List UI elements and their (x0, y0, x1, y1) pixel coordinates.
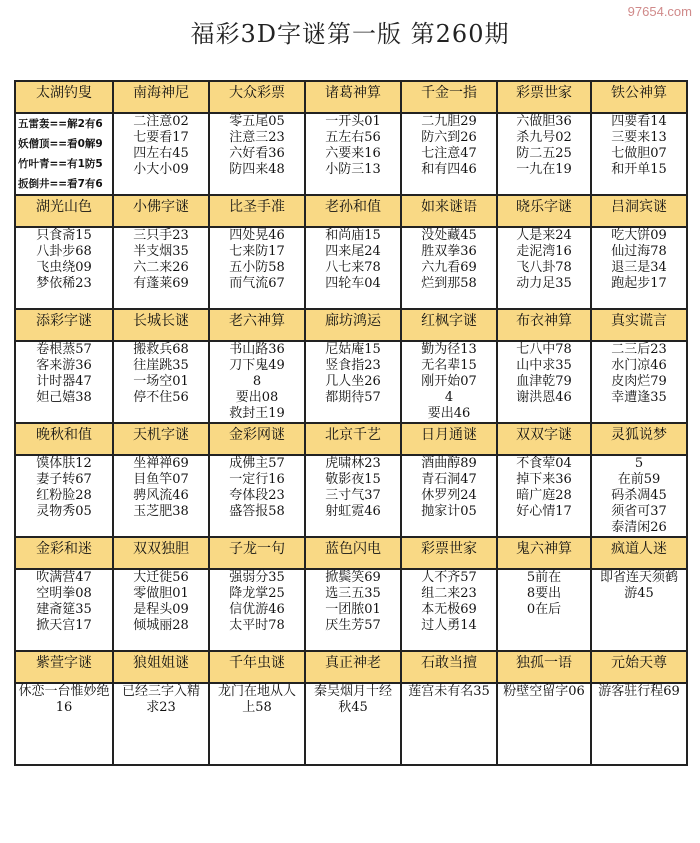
section-content (113, 455, 209, 537)
riddle-table (14, 80, 688, 766)
section-header: 彩票世家 (497, 81, 591, 113)
riddle-line: 要出46 (427, 406, 471, 421)
section-content (591, 113, 687, 195)
riddle-line: 三要来13 (611, 130, 667, 145)
riddle-line: 建斋筵35 (36, 602, 92, 617)
section-header: 千年虫谜 (209, 651, 305, 683)
section-header: 北京千艺 (305, 423, 401, 455)
riddle-line: 降龙掌25 (229, 586, 285, 601)
section-content (591, 341, 687, 423)
riddle-line: 四来尾24 (325, 244, 381, 259)
content-row (15, 455, 687, 537)
riddle-line: 已经三字入精求23 (121, 684, 200, 715)
riddle-line: 0在后 (526, 602, 562, 617)
riddle-line: 人不齐57 (421, 570, 477, 585)
riddle-line: 搬救兵68 (133, 342, 189, 357)
header-row (15, 81, 687, 113)
section-header: 狼姐姐谜 (113, 651, 209, 683)
riddle-line: 龙门在地从人上58 (217, 684, 296, 715)
riddle-line: 勤为径13 (421, 342, 477, 357)
riddle-line: 血津乾79 (516, 374, 572, 389)
section-header: 真实谎言 (591, 309, 687, 341)
section-content (305, 569, 401, 651)
section-content (401, 455, 497, 537)
section-content (591, 569, 687, 651)
riddle-line: 刚开始07 (421, 374, 477, 389)
riddle-line: 休恋一台惟妙绝16 (18, 684, 110, 715)
section-content (209, 341, 305, 423)
section-header: 双双字谜 (497, 423, 591, 455)
riddle-line: 而气流67 (229, 276, 285, 291)
riddle-line: 泰清闲26 (611, 520, 667, 535)
riddle-line: 成佛主57 (229, 456, 285, 471)
section-header: 添彩字谜 (15, 309, 113, 341)
riddle-line: 四处晃46 (229, 228, 285, 243)
riddle-line: 目鱼竿07 (133, 472, 189, 487)
riddle-line: 只食斋15 (36, 228, 92, 243)
riddle-line: 玉芝肥38 (133, 504, 189, 519)
section-header: 诸葛神算 (305, 81, 401, 113)
riddle-line: 莲宫未有名35 (408, 684, 490, 699)
section-header: 老六神算 (209, 309, 305, 341)
riddle-line: 八七来78 (325, 260, 381, 275)
riddle-line: 即省连天须鹤游45 (599, 570, 678, 601)
section-header: 晚秋和值 (15, 423, 113, 455)
riddle-line: 飞虫绕09 (36, 260, 92, 275)
section-header: 大众彩票 (209, 81, 305, 113)
riddle-line: 在前59 (617, 472, 661, 487)
riddle-line: 卷根蒸57 (36, 342, 92, 357)
riddle-line: 粉壁空留字06 (503, 684, 585, 699)
riddle-line: 计时器47 (36, 374, 92, 389)
riddle-line: 秦吴烟月十经秋45 (313, 684, 392, 715)
section-content (497, 683, 591, 765)
section-header: 廊坊鸿运 (305, 309, 401, 341)
riddle-line: 射虹霓46 (325, 504, 381, 519)
section-header: 小佛字谜 (113, 195, 209, 227)
riddle-line: 胜双拳36 (421, 244, 477, 259)
content-row (15, 683, 687, 765)
riddle-line: 零五尾05 (229, 114, 285, 129)
section-header: 彩票世家 (401, 537, 497, 569)
riddle-line: 七来防17 (229, 244, 285, 259)
riddle-line: 防二五25 (516, 146, 572, 161)
section-content (209, 227, 305, 309)
riddle-line: 游客驻行程69 (598, 684, 680, 699)
section-header: 铁公神算 (591, 81, 687, 113)
riddle-line: 梦依稀23 (36, 276, 92, 291)
riddle-line: 八卦步68 (36, 244, 92, 259)
riddle-line: 客来游36 (36, 358, 92, 373)
riddle-line: 倾城丽28 (133, 618, 189, 633)
section-header: 晓乐字谜 (497, 195, 591, 227)
section-content (497, 227, 591, 309)
riddle-line: 五小防58 (229, 260, 285, 275)
riddle-line: 六要来16 (325, 146, 381, 161)
riddle-line: 掉下来36 (516, 472, 572, 487)
section-header: 南海神尼 (113, 81, 209, 113)
header-row (15, 195, 687, 227)
riddle-line: 妖僧顶==看0解9 (18, 138, 103, 150)
riddle-line: 扳倒井==看7有6 (18, 178, 103, 190)
riddle-line: 七注意47 (421, 146, 477, 161)
section-header: 双双独胆 (113, 537, 209, 569)
riddle-line: 注意三23 (229, 130, 285, 145)
riddle-line: 本无极69 (421, 602, 477, 617)
header-row (15, 309, 687, 341)
page-title: 福彩3D字谜第一版 第260期 (190, 20, 510, 48)
section-header: 布衣神算 (497, 309, 591, 341)
content-row (15, 341, 687, 423)
riddle-line: 六二来26 (133, 260, 189, 275)
riddle-line: 都期待57 (325, 390, 381, 405)
riddle-line: 七要看17 (133, 130, 189, 145)
riddle-line: 虎啸林23 (325, 456, 381, 471)
riddle-line: 小大小09 (133, 162, 189, 177)
riddle-line: 吹满营47 (36, 570, 92, 585)
riddle-line: 码杀凋45 (611, 488, 667, 503)
section-header: 石敢当擅 (401, 651, 497, 683)
riddle-line: 有蓬莱69 (133, 276, 189, 291)
riddle-line: 水门凉46 (611, 358, 667, 373)
section-content (305, 683, 401, 765)
section-content (15, 455, 113, 537)
section-content (497, 113, 591, 195)
header-row (15, 423, 687, 455)
riddle-line: 灵物秀05 (36, 504, 92, 519)
riddle-line: 山中求35 (516, 358, 572, 373)
riddle-line: 没处藏45 (421, 228, 477, 243)
riddle-line: 四左右45 (133, 146, 189, 161)
section-header: 如来谜语 (401, 195, 497, 227)
riddle-line: 和开单15 (611, 162, 667, 177)
riddle-line: 几人坐26 (325, 374, 381, 389)
section-header: 元始天尊 (591, 651, 687, 683)
section-content (209, 683, 305, 765)
riddle-line: 飞八卦78 (516, 260, 572, 275)
riddle-line: 妲己嬉38 (36, 390, 92, 405)
riddle-line: 要出08 (235, 390, 279, 405)
riddle-line: 信优游46 (229, 602, 285, 617)
riddle-line: 皮肉烂79 (611, 374, 667, 389)
riddle-line: 厌生芳57 (325, 618, 381, 633)
riddle-line: 抛家计05 (421, 504, 477, 519)
riddle-line: 无名辈15 (421, 358, 477, 373)
riddle-line: 二三后23 (611, 342, 667, 357)
section-content (209, 455, 305, 537)
riddle-line: 一开头01 (325, 114, 381, 129)
riddle-line: 是程头09 (133, 602, 189, 617)
riddle-line: 防四来48 (229, 162, 285, 177)
section-header: 紫萱字谜 (15, 651, 113, 683)
section-header: 老孙和值 (305, 195, 401, 227)
section-header: 疯道人迷 (591, 537, 687, 569)
section-content (401, 683, 497, 765)
riddle-line: 五左右56 (325, 130, 381, 145)
riddle-line: 刀下鬼49 (229, 358, 285, 373)
riddle-line: 暗广庭28 (516, 488, 572, 503)
riddle-line: 半支烟35 (133, 244, 189, 259)
riddle-line: 六好看36 (229, 146, 285, 161)
section-header: 日月通谜 (401, 423, 497, 455)
riddle-line: 组二来23 (421, 586, 477, 601)
riddle-line: 掀天宫17 (36, 618, 92, 633)
riddle-line: 休罗列24 (421, 488, 477, 503)
riddle-line: 三寸气37 (325, 488, 381, 503)
section-content (401, 569, 497, 651)
riddle-line: 酒曲醇89 (421, 456, 477, 471)
riddle-line: 三只手23 (133, 228, 189, 243)
riddle-line: 二注意02 (133, 114, 189, 129)
riddle-line: 不食荤04 (516, 456, 572, 471)
riddle-line: 夸体段23 (229, 488, 285, 503)
riddle-line: 一团脓01 (325, 602, 381, 617)
riddle-line: 四要看14 (611, 114, 667, 129)
content-row (15, 569, 687, 651)
section-header: 金彩和迷 (15, 537, 113, 569)
header-row (15, 537, 687, 569)
riddle-line: 零做胆01 (133, 586, 189, 601)
riddle-line: 红粉脸28 (36, 488, 92, 503)
riddle-line: 仙过海78 (611, 244, 667, 259)
section-header: 千金一指 (401, 81, 497, 113)
riddle-line: 馍体肤12 (36, 456, 92, 471)
site-watermark: 97654.com (627, 4, 692, 19)
riddle-line: 须省可37 (611, 504, 667, 519)
section-header: 鬼六神算 (497, 537, 591, 569)
section-content (113, 227, 209, 309)
riddle-line: 好心情17 (516, 504, 572, 519)
section-content (113, 341, 209, 423)
riddle-line: 谢洪恩46 (516, 390, 572, 405)
riddle-line: 六九看69 (421, 260, 477, 275)
riddle-line: 竹叶青==有1防5 (18, 158, 103, 170)
riddle-line: 空明拳08 (36, 586, 92, 601)
riddle-line: 人是来24 (516, 228, 572, 243)
riddle-line: 五雷轰==解2有6 (18, 118, 103, 130)
section-content (497, 569, 591, 651)
section-content (401, 227, 497, 309)
riddle-line: 一定行16 (229, 472, 285, 487)
riddle-line: 盛答报58 (229, 504, 285, 519)
section-content (305, 455, 401, 537)
riddle-line: 二九胆29 (421, 114, 477, 129)
riddle-line: 烂到那58 (421, 276, 477, 291)
section-header: 真正神老 (305, 651, 401, 683)
section-content (401, 341, 497, 423)
riddle-line: 跑起步17 (611, 276, 667, 291)
section-content (15, 113, 113, 195)
section-content (15, 569, 113, 651)
section-content (305, 341, 401, 423)
riddle-line: 七八中78 (516, 342, 572, 357)
riddle-line: 救封王19 (229, 406, 285, 421)
section-content (15, 227, 113, 309)
section-header: 湖光山色 (15, 195, 113, 227)
riddle-line: 动力足35 (516, 276, 572, 291)
riddle-line: 尼姑庵15 (325, 342, 381, 357)
section-content (113, 113, 209, 195)
section-content (15, 683, 113, 765)
section-content (591, 683, 687, 765)
riddle-line: 和有四46 (421, 162, 477, 177)
section-content (15, 341, 113, 423)
section-content (113, 683, 209, 765)
riddle-line: 4 (444, 390, 454, 405)
riddle-line: 强弱分35 (229, 570, 285, 585)
riddle-line: 六做胆36 (516, 114, 572, 129)
riddle-line: 过人勇14 (421, 618, 477, 633)
riddle-line: 骋风流46 (133, 488, 189, 503)
riddle-line: 四轮车04 (325, 276, 381, 291)
riddle-line: 掀鬓笑69 (325, 570, 381, 585)
section-content (113, 569, 209, 651)
riddle-line: 退三是34 (611, 260, 667, 275)
riddle-line: 太平时78 (229, 618, 285, 633)
riddle-line: 杀九号02 (516, 130, 572, 145)
riddle-line: 选三五35 (325, 586, 381, 601)
riddle-line: 青石洞47 (421, 472, 477, 487)
section-content (209, 569, 305, 651)
riddle-line: 8要出 (526, 586, 562, 601)
section-header: 蓝色闪电 (305, 537, 401, 569)
riddle-line: 和尚庙15 (325, 228, 381, 243)
riddle-line: 小防三13 (325, 162, 381, 177)
section-header: 灵狐说梦 (591, 423, 687, 455)
riddle-line: 5 (634, 456, 644, 471)
section-header: 天机字谜 (113, 423, 209, 455)
content-row (15, 227, 687, 309)
riddle-line: 竖食指23 (325, 358, 381, 373)
section-content (591, 227, 687, 309)
section-content (497, 341, 591, 423)
riddle-line: 敬影夜15 (325, 472, 381, 487)
section-header: 子龙一句 (209, 537, 305, 569)
riddle-line: 书山路36 (229, 342, 285, 357)
riddle-line: 大迁徙56 (133, 570, 189, 585)
section-content (209, 113, 305, 195)
section-content (401, 113, 497, 195)
section-header: 长城长谜 (113, 309, 209, 341)
riddle-line: 坐禅禅69 (133, 456, 189, 471)
riddle-line: 往崖跳35 (133, 358, 189, 373)
section-header: 比圣手准 (209, 195, 305, 227)
riddle-line: 走泥湾16 (516, 244, 572, 259)
section-content (305, 113, 401, 195)
section-header: 吕洞宾谜 (591, 195, 687, 227)
riddle-line: 8 (252, 374, 262, 389)
section-header: 独孤一语 (497, 651, 591, 683)
riddle-line: 一九在19 (516, 162, 572, 177)
header-row (15, 651, 687, 683)
riddle-line: 七做胆07 (611, 146, 667, 161)
content-row (15, 113, 687, 195)
section-header: 金彩网谜 (209, 423, 305, 455)
riddle-line: 防六到26 (421, 130, 477, 145)
riddle-line: 一场空01 (133, 374, 189, 389)
riddle-line: 幸遭逢35 (611, 390, 667, 405)
riddle-line: 吃大饼09 (611, 228, 667, 243)
section-content (591, 455, 687, 537)
riddle-line: 5前在 (526, 570, 562, 585)
riddle-line: 停不住56 (133, 390, 189, 405)
section-content (497, 455, 591, 537)
section-content (305, 227, 401, 309)
section-header: 太湖钓叟 (15, 81, 113, 113)
section-header: 红枫字谜 (401, 309, 497, 341)
riddle-line: 妻子转67 (36, 472, 92, 487)
